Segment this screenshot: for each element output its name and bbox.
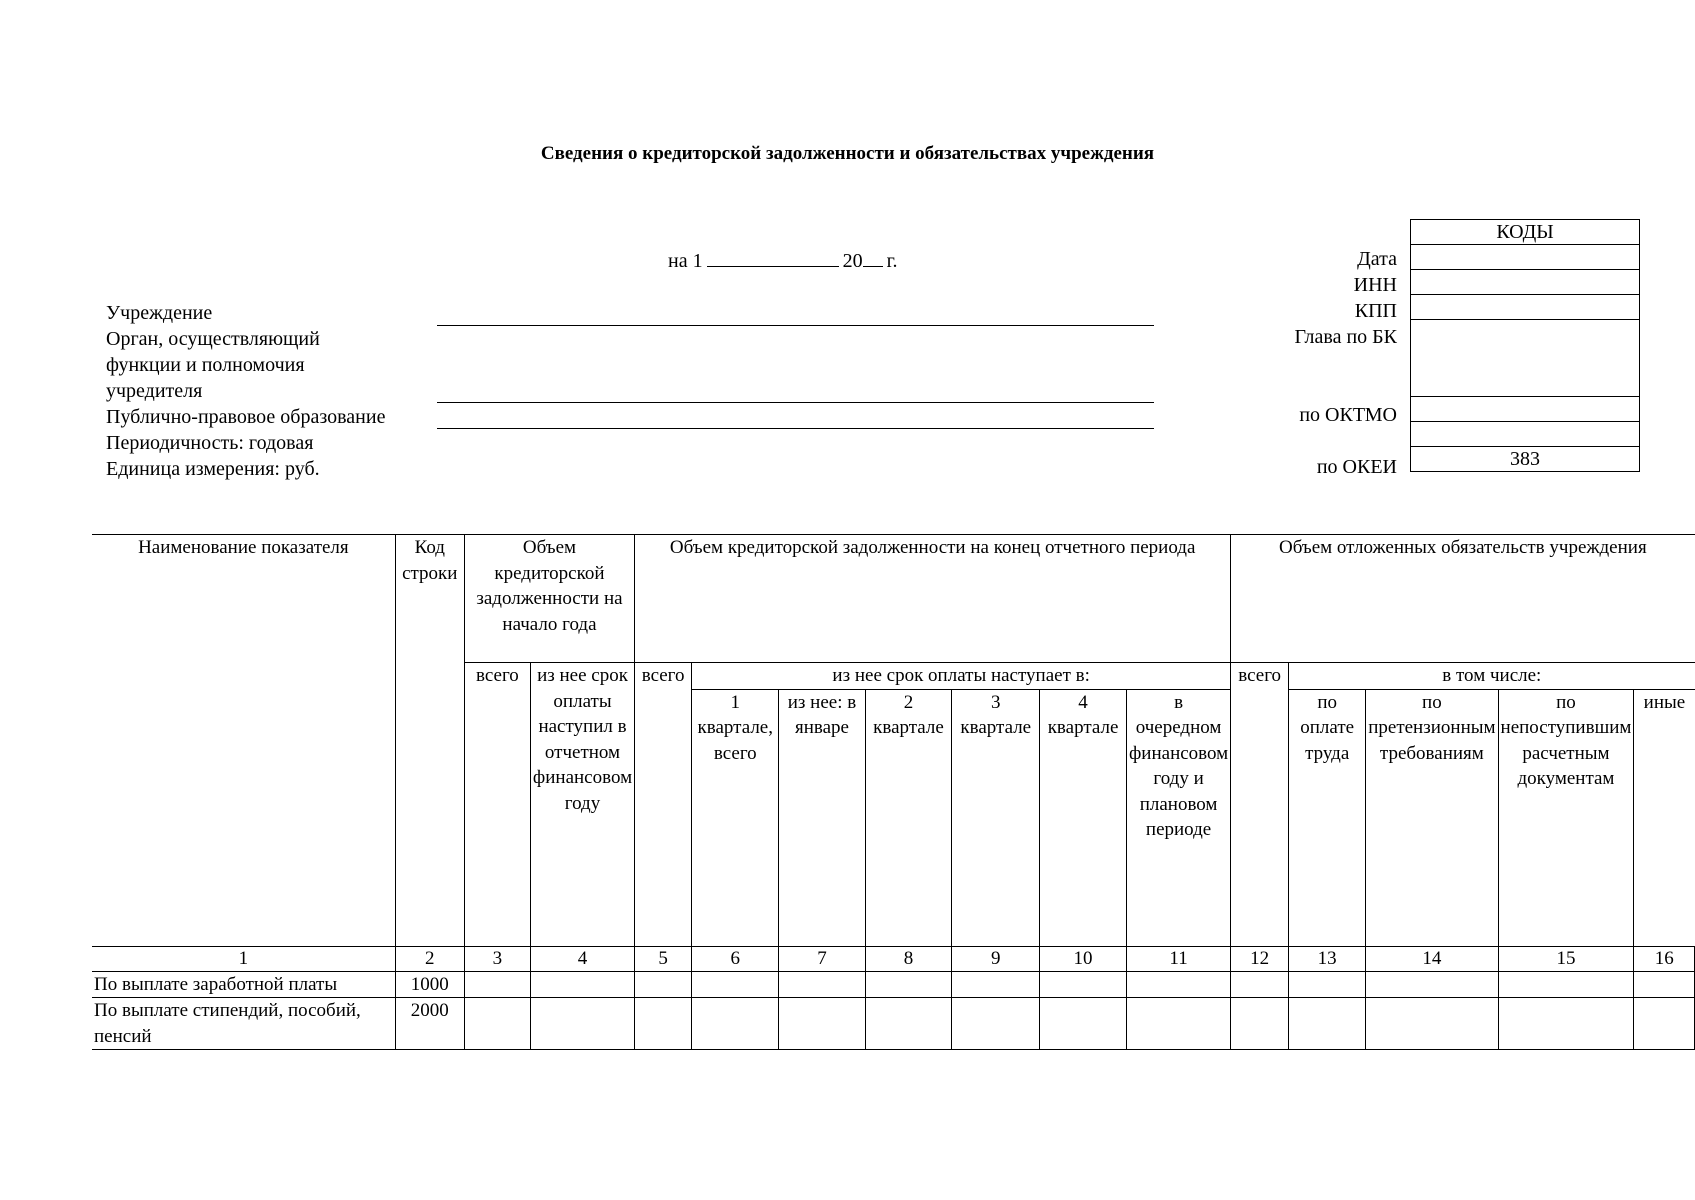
- header-q2: 2 квартале: [865, 689, 952, 946]
- data-cell[interactable]: [1040, 998, 1127, 1050]
- date-suffix: г.: [886, 250, 898, 272]
- report-date-line: [668, 248, 898, 273]
- header-next-year: в очередном финансовом году и плановом периоде: [1126, 689, 1230, 946]
- col-number: 5: [635, 946, 692, 971]
- data-cell[interactable]: [1289, 998, 1366, 1050]
- col-number: 14: [1366, 946, 1498, 971]
- data-cell[interactable]: [779, 998, 865, 1050]
- label-founder-line3: учредителя: [106, 380, 203, 402]
- header-row-code: Код строки: [395, 535, 464, 947]
- header-q3: 3 квартале: [952, 689, 1040, 946]
- header-begin-due: из нее срок оплаты наступил в отчетном финансовом году: [530, 663, 634, 947]
- data-cell[interactable]: [692, 998, 779, 1050]
- codes-label-inn: ИНН: [1353, 274, 1397, 296]
- row-code: 2000: [395, 998, 464, 1050]
- date-year: 20: [842, 250, 863, 272]
- col-number: 12: [1231, 946, 1289, 971]
- codes-label-bk: Глава по БК: [1294, 326, 1397, 348]
- date-year-blank: [863, 248, 883, 267]
- col-number: 6: [692, 946, 779, 971]
- header-end-total: всего: [635, 663, 692, 947]
- table-row: [92, 971, 1695, 998]
- code-inn-cell[interactable]: [1411, 270, 1640, 295]
- data-cell[interactable]: [635, 971, 692, 998]
- header-q1: 1 квартале, всего: [692, 689, 779, 946]
- header-other: иные: [1634, 689, 1695, 946]
- col-number: 15: [1498, 946, 1634, 971]
- header-debt-end: Объем кредиторской задолженности на конец отчетного периода: [635, 535, 1231, 663]
- data-cell[interactable]: [1231, 998, 1289, 1050]
- data-cell[interactable]: [635, 998, 692, 1050]
- col-number: 2: [395, 946, 464, 971]
- code-oktmo-cell[interactable]: [1411, 397, 1640, 422]
- codes-label-date: Дата: [1357, 248, 1397, 270]
- data-cell[interactable]: [464, 998, 530, 1050]
- date-day-month-blank: [707, 248, 839, 267]
- data-cell[interactable]: [1366, 971, 1498, 998]
- col-number: 9: [952, 946, 1040, 971]
- data-cell[interactable]: [1634, 998, 1695, 1050]
- data-cell[interactable]: [1289, 971, 1366, 998]
- header-indicator-name: Наименование показателя: [92, 535, 395, 947]
- codes-label-oktmo: по ОКТМО: [1299, 404, 1397, 426]
- col-number: 3: [464, 946, 530, 971]
- code-bk-cell[interactable]: [1411, 320, 1640, 397]
- data-cell[interactable]: [1126, 971, 1230, 998]
- data-cell[interactable]: [1634, 971, 1695, 998]
- date-prefix: на 1: [668, 250, 703, 272]
- data-cell[interactable]: [1040, 971, 1127, 998]
- label-public-entity: Публично-правовое образование: [106, 406, 386, 428]
- label-periodicity: Периодичность: годовая: [106, 432, 314, 454]
- row-code: 1000: [395, 971, 464, 998]
- codes-label-okei: по ОКЕИ: [1316, 456, 1397, 478]
- data-cell[interactable]: [865, 998, 952, 1050]
- col-number: 8: [865, 946, 952, 971]
- header-q4: 4 квартале: [1040, 689, 1127, 946]
- header-end-due: из нее срок оплаты наступает в:: [692, 663, 1231, 690]
- row-name: По выплате заработной платы: [92, 971, 395, 998]
- data-cell[interactable]: [952, 998, 1040, 1050]
- code-okei-cell: 383: [1411, 447, 1640, 472]
- data-cell[interactable]: [530, 998, 634, 1050]
- institution-underline: [437, 325, 1154, 326]
- data-cell[interactable]: [952, 971, 1040, 998]
- label-founder-line2: функции и полномочия: [106, 354, 305, 376]
- col-number: 11: [1126, 946, 1230, 971]
- label-institution: Учреждение: [106, 302, 213, 324]
- data-cell[interactable]: [464, 971, 530, 998]
- col-number: 10: [1040, 946, 1127, 971]
- header-including: в том числе:: [1289, 663, 1695, 690]
- col-number: 13: [1289, 946, 1366, 971]
- page-title: Сведения о кредиторской задолженности и обязательствах учреждения: [540, 143, 1155, 164]
- codes-header: КОДЫ: [1411, 220, 1640, 245]
- label-founder-line1: Орган, осуществляющий: [106, 328, 320, 350]
- header-deferred-total: всего: [1231, 663, 1289, 947]
- founder-underline: [437, 402, 1154, 403]
- code-empty-cell[interactable]: [1411, 422, 1640, 447]
- col-number: 1: [92, 946, 395, 971]
- col-number: 4: [530, 946, 634, 971]
- data-cell[interactable]: [1366, 998, 1498, 1050]
- header-begin-total: всего: [464, 663, 530, 947]
- header-claims: по претензионным требованиям: [1366, 689, 1498, 946]
- public-entity-underline: [437, 428, 1154, 429]
- data-cell[interactable]: [1498, 998, 1634, 1050]
- code-date-cell[interactable]: [1411, 245, 1640, 270]
- data-cell[interactable]: [1126, 998, 1230, 1050]
- header-wage: по оплате труда: [1289, 689, 1366, 946]
- row-name: По выплате стипендий, пособий, пенсий: [92, 998, 395, 1050]
- header-docs: по непоступившим расчетным документам: [1498, 689, 1634, 946]
- col-number: 16: [1634, 946, 1695, 971]
- header-debt-begin: Объем кредиторской задолженности на начало года: [464, 535, 634, 663]
- header-january: из нее: в январе: [779, 689, 865, 946]
- col-number: 7: [779, 946, 865, 971]
- data-cell[interactable]: [692, 971, 779, 998]
- codes-label-kpp: КПП: [1354, 300, 1397, 322]
- column-numbers-row: [92, 946, 1695, 971]
- debt-table: [92, 534, 1695, 1050]
- data-cell[interactable]: [779, 971, 865, 998]
- data-cell[interactable]: [530, 971, 634, 998]
- code-kpp-cell[interactable]: [1411, 295, 1640, 320]
- data-cell[interactable]: [865, 971, 952, 998]
- table-row: [92, 998, 1695, 1050]
- label-unit: Единица измерения: руб.: [106, 458, 320, 480]
- data-cell[interactable]: [1498, 971, 1634, 998]
- data-cell[interactable]: [1231, 971, 1289, 998]
- codes-table: [1410, 219, 1640, 472]
- header-deferred: Объем отложенных обязательств учреждения: [1231, 535, 1695, 663]
